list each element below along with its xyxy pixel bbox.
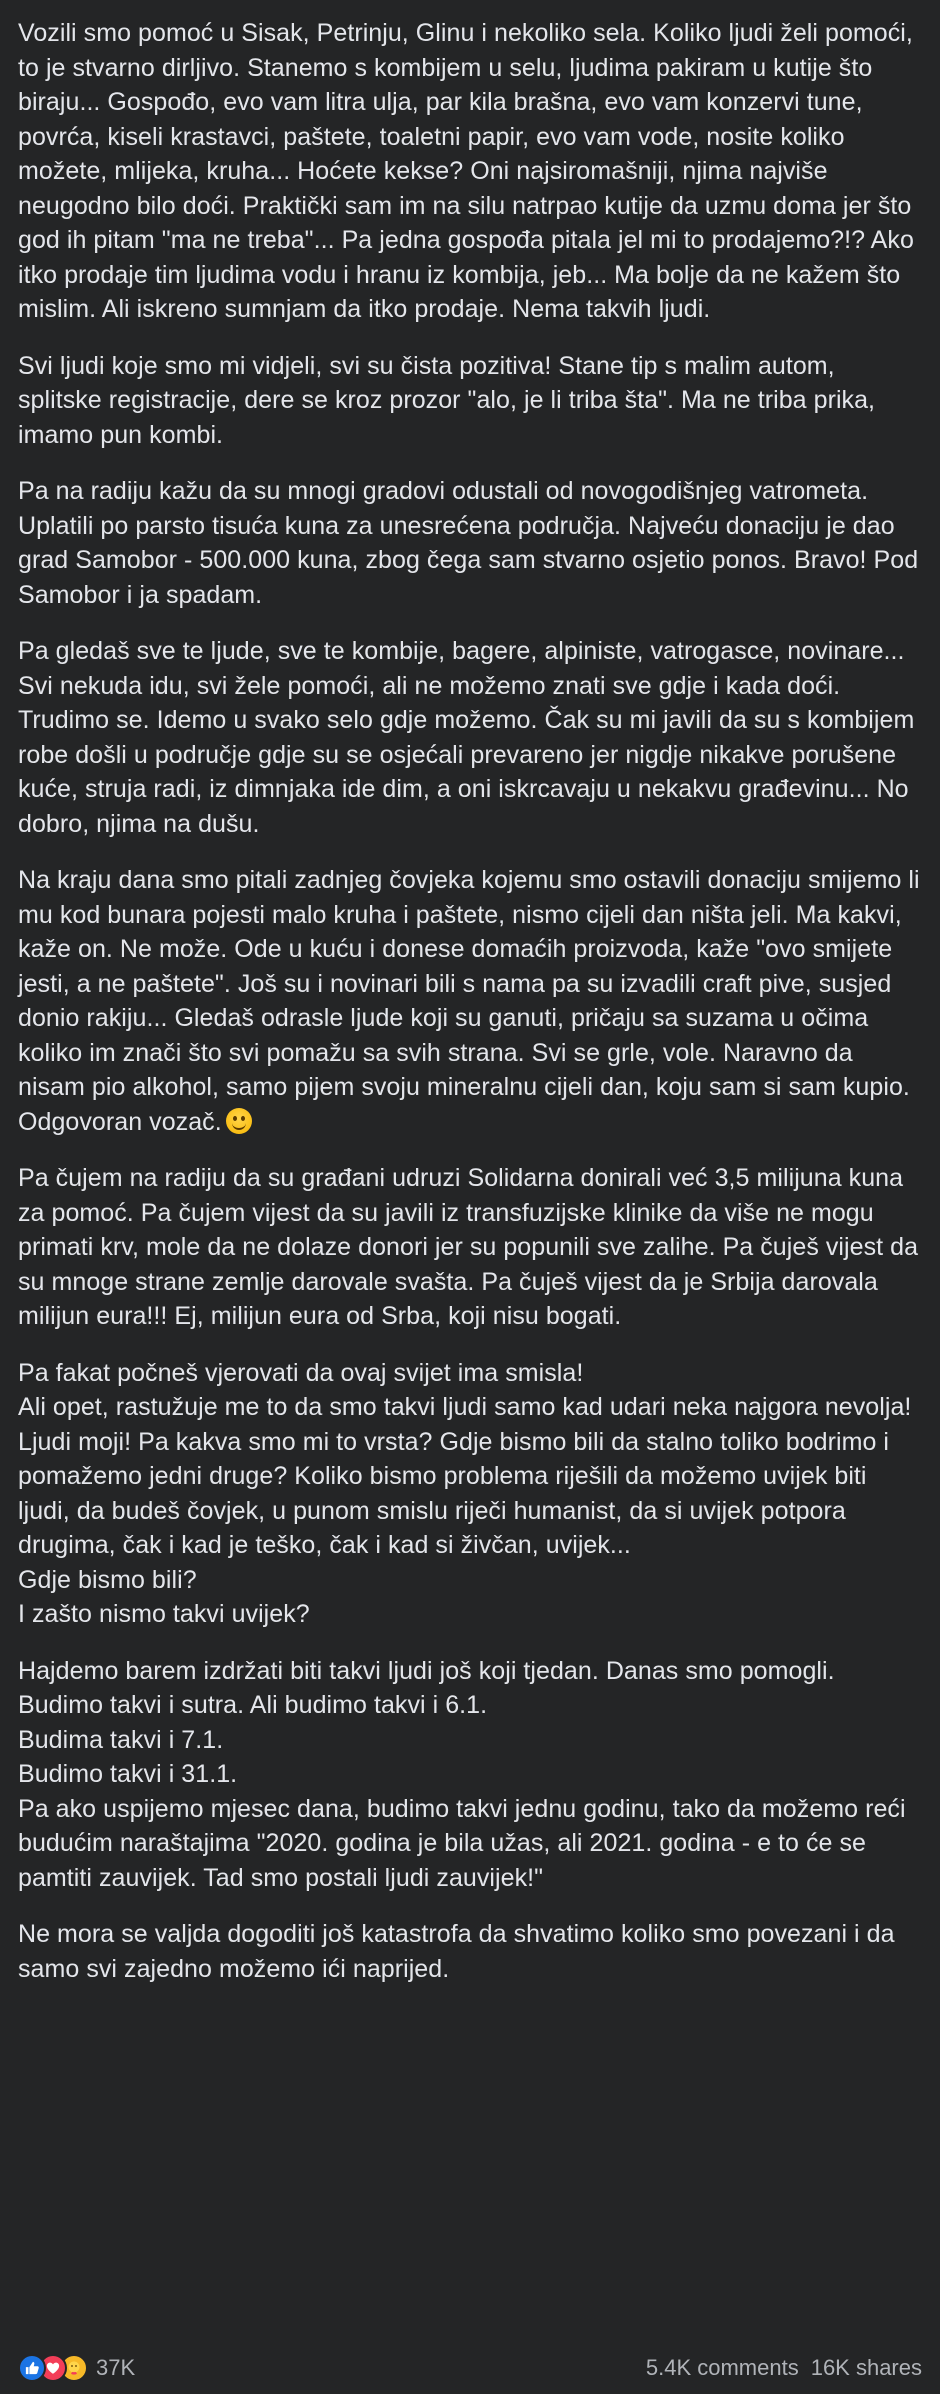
shares-count-link[interactable]: 16K shares [810, 2355, 922, 2380]
paragraph-text: Pa fakat počneš vjerovati da ovaj svijet ima smisla! Ali opet, rastužuje me to da smo takvi ljudi samo kad udari neka najgora nevolja! Ljudi moji! Pa kakva smo mi to vrsta? Gdje bismo bili da stalno toliko bodrimo i pomažemo jedni druge? Koliko bismo problema riješili da možemo uvijek biti ljudi, da budeš čovjek, u punom smislu riječi humanist, da si uvijek potpora drugima, čak i kad je teško, čak i kad si živčan, uvijek... Gdje bismo bili? I zašto nismo takvi uvijek? [18, 1358, 912, 1628]
engagement-stats [646, 2355, 922, 2381]
reactions-summary[interactable] [18, 2354, 135, 2382]
comments-count-link[interactable]: 5.4K comments [645, 2355, 799, 2380]
paragraph-text: Pa na radiju kažu da su mnogi gradovi odustali od novogodišnjeg vatrometa. Uplatili po parsto tisuća kuna za unesrećena područja. Najveću donaciju je dao grad Samobor - 500.000 kuna, zbog čega sam stvarno osjetio ponos. Bravo! Pod Samobor i ja spadam. [18, 477, 919, 609]
post-paragraph-2 [18, 349, 922, 453]
smiling-face-emoji-icon [226, 1108, 252, 1134]
paragraph-text: Na kraju dana smo pitali zadnjeg čovjeka kojemu smo ostavili donaciju smijemo li mu kod bunara pojesti malo kruha i paštete, nismo cijeli dan ništa jeli. Ma kakvi, kaže on. Ne može. Ode u kuću i donese domaćih proizvoda, kaže "ovo smijete jesti, a ne paštete". Još su i novinari bili s nama pa su izvadili craft pive, susjed donio rakiju... Gledaš odrasle ljude koji su ganuti, pričaju sa suzama u očima koliko im znači što svi pomažu sa svih strana. Svi se grle, vole. Naravno da nisam pio alkohol, samo pijem svoju mineralnu cijeli dan, koju sam si sam kupio. Odgovoran vozač. [18, 866, 920, 1136]
paragraph-text: Ne mora se valjda dogoditi još katastrofa da shvatimo koliko smo povezani i da samo svi zajedno možemo ići naprijed. [18, 1920, 895, 1983]
paragraph-text: Svi ljudi koje smo mi vidjeli, svi su čista pozitiva! Stane tip s malim autom, splitske registracije, dere se kroz prozor "alo, je li triba šta". Ma ne triba prika, imamo pun kombi. [18, 351, 876, 449]
post-text [18, 16, 922, 1986]
post-paragraph-1 [18, 16, 922, 327]
like-icon [18, 2354, 46, 2382]
reaction-icons [18, 2354, 88, 2382]
post-paragraph-4 [18, 634, 922, 841]
post-paragraph-7 [18, 1356, 922, 1632]
post-paragraph-5 [18, 863, 922, 1139]
paragraph-text: Vozili smo pomoć u Sisak, Petrinju, Glinu i nekoliko sela. Koliko ljudi želi pomoći, to je stvarno dirljivo. Stanemo s kombijem u selu, ljudima pakiram u kutije što biraju... Gospođo, evo vam litra ulja, par kila brašna, evo vam konzervi tune, povrća, kiseli krastavci, paštete, toaletni papir, evo vam vode, nosite koliko možete, mlijeka, kruha... Hoćete kekse? Oni najsiromašniji, njima najviše neugodno bilo doći. Praktički sam im na silu natrpao kutije da uzmu doma jer što god ih pitam "ma ne treba"... Pa jedna gospođa pitala jel mi to prodajemo?!? Ako itko prodaje tim ljudima vodu i hranu iz kombija, jeb... Ma bolje da ne kažem što mislim. Ali iskreno sumnjam da itko prodaje. Nema takvih ljudi. [18, 19, 914, 323]
post-paragraph-3 [18, 474, 922, 612]
paragraph-text: Pa gledaš sve te ljude, sve te kombije, bagere, alpiniste, vatrogasce, novinare... Svi nekuda idu, svi žele pomoći, ali ne možemo znati sve gdje i kada doći. Trudimo se. Idemo u svako selo gdje možemo. Čak su mi javili da su s kombijem robe došli u područje gdje su se osjećali prevareno jer nigdje nikakve porušene kuće, struja radi, iz dimnjaka ide dim, a oni iskrcavaju u nekakvu građevinu... No dobro, njima na dušu. [18, 637, 915, 838]
paragraph-text: Hajdemo barem izdržati biti takvi ljudi još koji tjedan. Danas smo pomogli. Budimo takvi i sutra. Ali budimo takvi i 6.1. Budima takvi i 7.1. Budimo takvi i 31.1. Pa ako uspijemo mjesec dana, budimo takvi jednu godinu, tako da možemo reći budućim naraštajima "2020. godina je bila užas, ali 2021. godina - e to će se pamtiti zauvijek. Tad smo postali ljudi zauvijek!" [18, 1656, 906, 1892]
reaction-count: 37K [96, 2355, 136, 2380]
post-footer [18, 2354, 922, 2382]
post-paragraph-6 [18, 1161, 922, 1334]
post-paragraph-9 [18, 1917, 922, 1986]
post-paragraph-8 [18, 1654, 922, 1896]
paragraph-text: Pa čujem na radiju da su građani udruzi Solidarna donirali već 3,5 milijuna kuna za pomoć. Pa čujem vijest da su javili iz transfuzijske klinike da više ne mogu primati krv, mole da ne dolaze donori jer su popunili sve zalihe. Pa čuješ vijest da su mnoge strane zemlje darovale svašta. Pa čuješ vijest da je Srbija darovala milijun eura!!! Ej, milijun eura od Srba, koji nisu bogati. [18, 1164, 919, 1330]
